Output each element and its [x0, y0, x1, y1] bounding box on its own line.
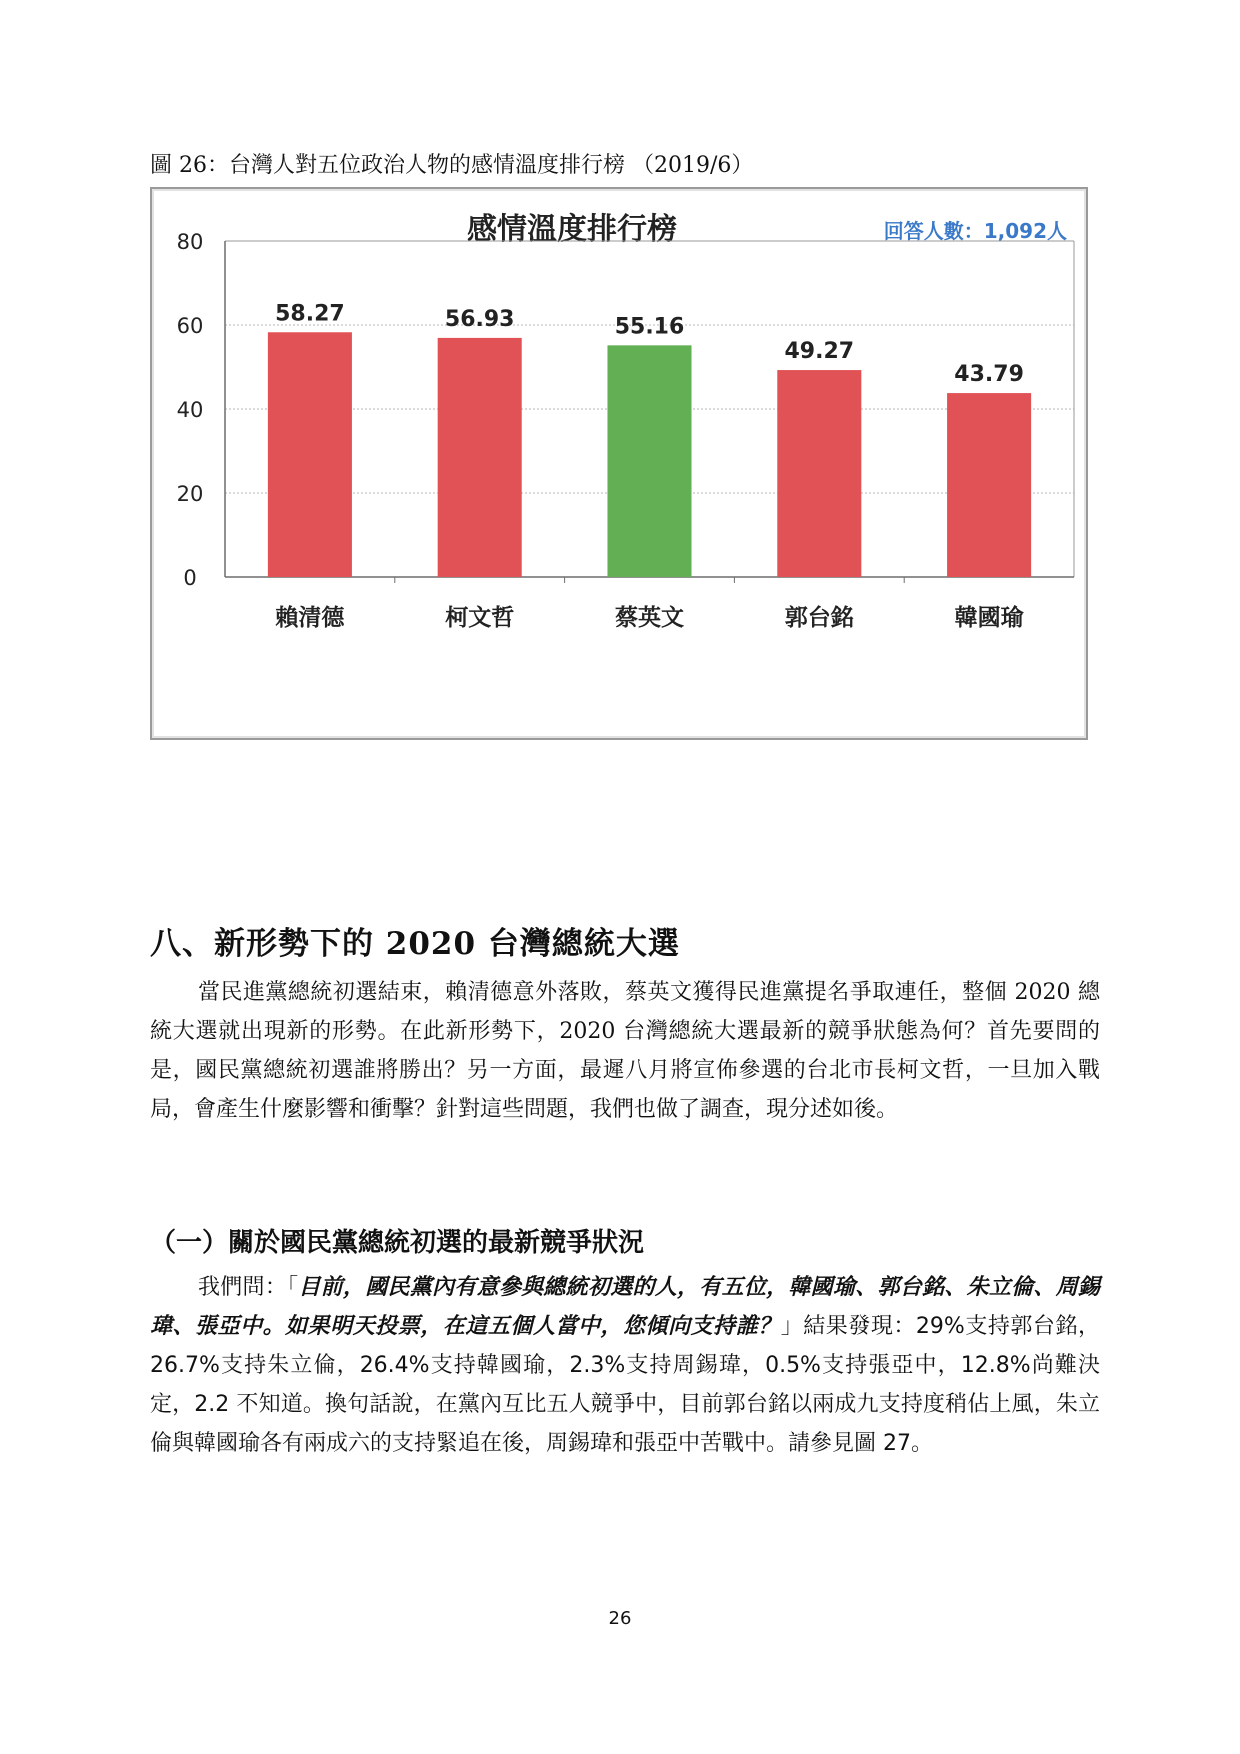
x-tick-label: 賴清德 [275, 605, 345, 631]
x-tick-label: 韓國瑜 [954, 605, 1024, 631]
bar-3 [607, 345, 691, 577]
bar-5 [947, 393, 1031, 577]
figure-caption: 圖 26：台灣人對五位政治人物的感情溫度排行榜 （2019/6） [150, 153, 754, 178]
data-label: 43.79 [954, 362, 1024, 388]
section-title: 八、新形勢下的 2020 台灣總統大選 [150, 926, 680, 962]
quote-close: 」結果發現： [780, 1314, 916, 1339]
data-label: 49.27 [784, 339, 855, 365]
y-tick-label: 0 [183, 566, 197, 590]
chart-title: 感情溫度排行榜 [467, 212, 677, 247]
bar-2 [438, 338, 522, 577]
subsection-paragraph [150, 1268, 1100, 1463]
survey-findings: 29%支持郭台銘，26.7%支持朱立倫，26.4%支持韓國瑜，2.3%支持周錫瑋，0.5%支持張亞中，12.8%尚難決定，2.2 不知道。換句話說，在黨內互比五人競爭中，目前郭台銘以兩成九支持度稍佔上風，朱立倫與韓國瑜各有兩成六的支持緊追在後，周錫瑋和張亞中苦戰中。請參見圖 27。 [150, 1314, 1100, 1456]
y-tick-label: 80 [176, 230, 204, 254]
survey-question: 目前，國民黨內有意參與總統初選的人，有五位，韓國瑜、郭台銘、朱立倫、周錫瑋、張亞中。如果明天投票，在這五個人當中，您傾向支持誰？ [150, 1274, 1100, 1339]
data-label: 56.93 [444, 306, 515, 332]
section-paragraph: 當民進黨總統初選結束，賴清德意外落敗，蔡英文獲得民進黨提名爭取連任，整個 2020 總統大選就出現新的形勢。在此新形勢下，2020 台灣總統大選最新的競爭狀態為何？首先要問的是，國民黨總統初選誰將勝出？另一方面，最遲八月將宣佈參選的台北市長柯文哲，一旦加入戰局，會產生什麼影響和衝擊？針對這些問題，我們也做了調查，現分述如後。 [150, 980, 1101, 1122]
data-label: 58.27 [275, 301, 345, 327]
y-tick-label: 20 [176, 482, 204, 506]
chart-bars [268, 332, 1031, 577]
bar-4 [777, 370, 861, 577]
page-number: 26 [608, 1608, 632, 1629]
bar-chart [152, 189, 1086, 738]
bar-1 [268, 332, 352, 577]
x-tick-label: 柯文哲 [445, 605, 515, 631]
subsection-title: （一）關於國民黨總統初選的最新競爭狀況 [150, 1228, 645, 1258]
y-tick-label: 60 [176, 314, 204, 338]
y-tick-label: 40 [176, 398, 204, 422]
x-tick-label: 蔡英文 [615, 605, 684, 631]
x-tick-label: 郭台銘 [784, 605, 854, 631]
data-label: 55.16 [614, 314, 685, 340]
quote-open: 我們問：「 [198, 1275, 299, 1300]
respondent-count: 回答人數：1,092人 [883, 219, 1067, 243]
chart-frame [150, 187, 1088, 740]
